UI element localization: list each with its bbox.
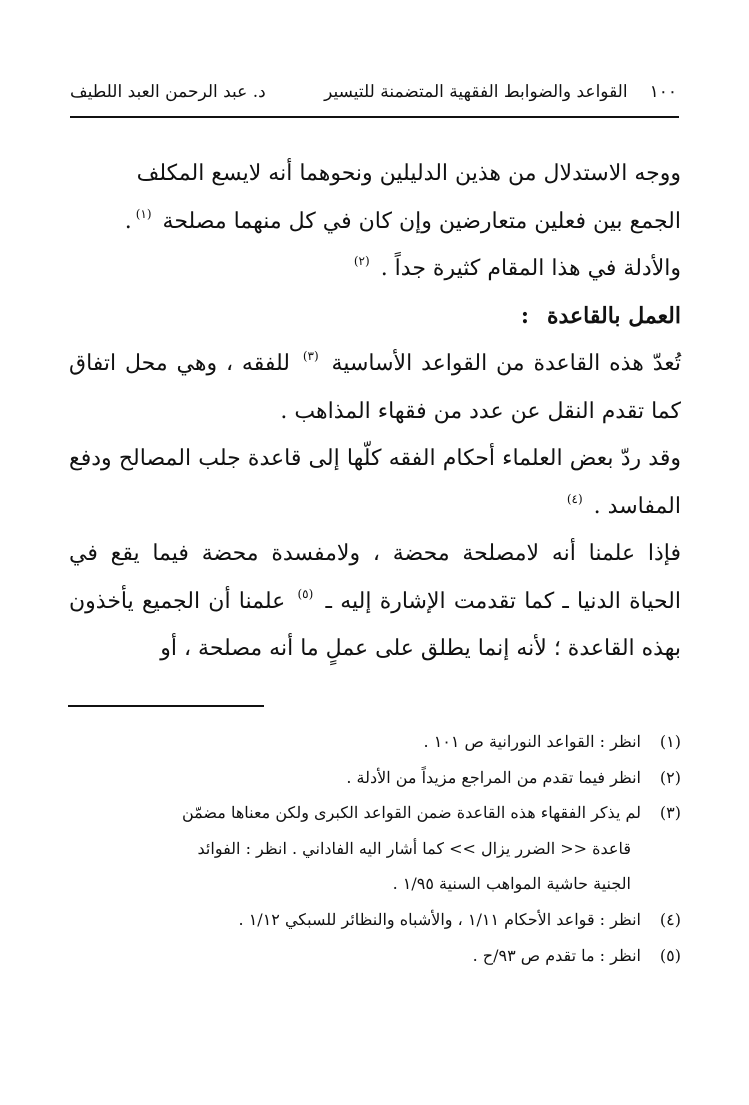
footnote-4: [69, 902, 681, 938]
paragraph-5: [69, 530, 681, 673]
paragraph-1-line-1: ووجه الاستدلال من هذين الدليلين ونحوهما أنه لايسع المكلف: [136, 161, 681, 186]
footnote-number: (٣): [659, 803, 681, 823]
footnote-text-line-2: قاعدة << الضرر يزال >> كما أشار اليه الفاداني . انظر : الفوائد: [197, 838, 631, 858]
footnote-number: (٤): [659, 909, 681, 929]
footnote-number: (٥): [659, 945, 681, 965]
footnote-text: انظر : القواعد النورانية ص ١٠١ .: [423, 732, 641, 751]
paragraph-5-part-1: فإذا علمنا أنه لامصلحة محضة ، ولامفسدة محضة فيما يقع في الحياة الدنيا ـ كما تقدمت الإشارة إليه ـ: [69, 541, 681, 614]
header-divider: [70, 116, 679, 118]
paragraph-1-end: .: [124, 208, 132, 234]
footnote-number: (١): [659, 732, 681, 751]
footnote-3: [69, 795, 681, 902]
footnote-5: [69, 938, 681, 974]
paragraph-4: [69, 435, 681, 530]
footnote-number: (٢): [659, 767, 681, 787]
paragraph-2-text: والأدلة في هذا المقام كثيرة جداً .: [380, 256, 681, 281]
book-title: القواعد والضوابط الفقهية المتضمنة للتيسير: [324, 82, 628, 102]
footnote-ref-1[interactable]: (١): [135, 206, 152, 221]
footnotes: [69, 724, 681, 973]
paragraph-3-part-1: تُعدّ هذه القاعدة من القواعد الأساسية: [331, 351, 681, 376]
footnote-ref-3[interactable]: (٣): [302, 349, 319, 363]
paragraph-5-part-2: علمنا أن الجميع يأخذون بهذه القاعدة ؛ لأنه إنما يطلق على عملٍ ما أنه مصلحة ، أو: [69, 588, 681, 661]
footnote-ref-5[interactable]: (٥): [297, 586, 314, 601]
paragraph-1-line-2: الجمع بين فعلين متعارضين وإن كان في كل منهما مصلحة: [162, 208, 681, 234]
footnote-ref-4[interactable]: (٤): [566, 491, 583, 506]
section-heading: [69, 293, 681, 341]
paragraph-4-text: وقد ردّ بعض العلماء أحكام الفقه كلّها إلى قاعدة جلب المصالح ودفع المفاسد .: [69, 446, 681, 519]
footnote-2: [69, 760, 681, 796]
footnote-1: [69, 724, 681, 760]
paragraph-3: [69, 340, 681, 435]
footnote-text-line-3: الجنية حاشية المواهب السنية ١/٩٥ .: [392, 874, 631, 894]
footnote-text: انظر فيما تقدم من المراجع مزيداً من الأدلة .: [346, 767, 641, 787]
section-heading-colon: :: [520, 302, 529, 329]
footnote-text-line-1: لم يذكر الفقهاء هذه القاعدة ضمن القواعد الكبرى ولكن معناها مضمّن: [181, 803, 641, 823]
footnote-text: انظر : ما تقدم ص ٩٣/ح .: [472, 945, 641, 965]
author-name: د. عبد الرحمن العبد اللطيف: [70, 82, 266, 102]
page-number: ١٠٠: [649, 82, 677, 102]
main-text: [69, 150, 681, 673]
page-header: [70, 74, 677, 110]
paragraph-1: [69, 150, 681, 245]
footnote-text: انظر : قواعد الأحكام ١/١١ ، والأشباه والنظائر للسبكي ١/١٢ .: [238, 909, 641, 929]
paragraph-2: [69, 245, 681, 293]
paragraph-3-part-2: للفقه ، وهي محل اتفاق كما تقدم النقل عن عدد من فقهاء المذاهب .: [69, 351, 681, 424]
footnote-ref-2[interactable]: (٢): [353, 254, 370, 268]
footnote-divider: [68, 705, 264, 707]
section-heading-text: العمل بالقاعدة: [546, 302, 681, 329]
